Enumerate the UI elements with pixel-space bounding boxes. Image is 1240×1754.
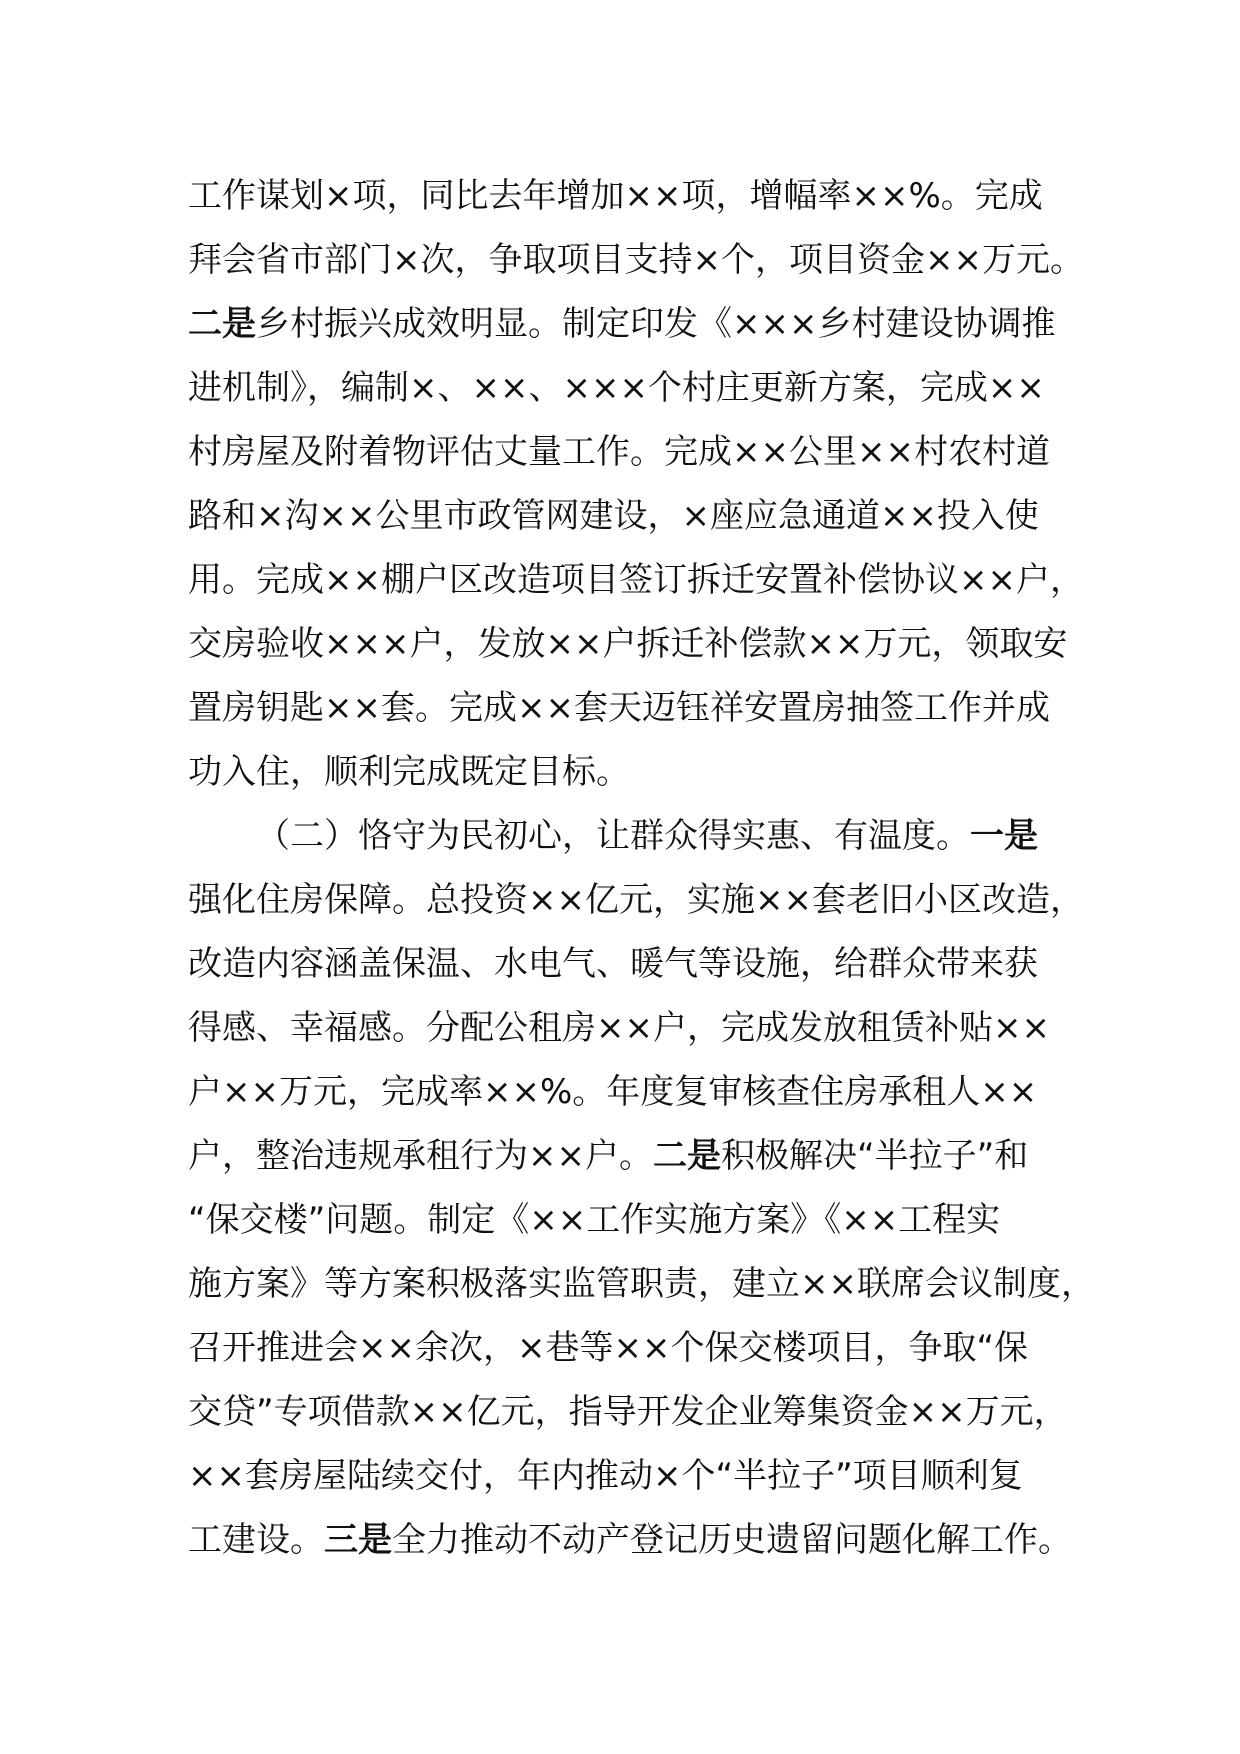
text-line — [188, 292, 1088, 356]
text-segment: 得感、幸福感。分配公租房××户，完成发放租赁补贴×× — [188, 1008, 1050, 1048]
text-segment: 户，整治违规承租行为××户。 — [188, 1136, 653, 1176]
text-line — [188, 740, 1088, 804]
text-segment: 全力推动不动产登记历史遗留问题化解工作。 — [392, 1520, 1072, 1560]
bold-lead-phrase: 二是 — [652, 1136, 721, 1176]
bold-lead-phrase: 二是 — [188, 304, 256, 344]
text-segment: 路和×沟××公里市政管网建设，×座应急通道××投入使 — [188, 496, 1039, 536]
text-line — [188, 1444, 1088, 1508]
text-line — [188, 804, 1088, 868]
text-segment: 交贷”专项借款××亿元，指导开发企业筹集资金××万元， — [188, 1392, 1068, 1432]
text-segment: 工作谋划×项，同比去年增加××项，增幅率××%。完成 — [188, 176, 1043, 216]
text-segment: 用。完成××棚户区改造项目签订拆迁安置补偿协议××户， — [188, 560, 1084, 600]
text-segment: 拜会省市部门×次，争取项目支持×个，项目资金××万元。 — [188, 240, 1084, 280]
text-line — [188, 932, 1088, 996]
text-segment: 强化住房保障。总投资××亿元，实施××套老旧小区改造， — [188, 880, 1084, 920]
text-segment: 户××万元，完成率××%。年度复审核查住房承租人×× — [188, 1072, 1038, 1112]
text-line — [188, 1508, 1088, 1572]
text-segment: 积极解决“半拉子”和 — [720, 1136, 1029, 1176]
text-line — [188, 1124, 1088, 1188]
bold-lead-phrase: 三是 — [324, 1520, 392, 1560]
text-line — [188, 548, 1088, 612]
text-segment: 乡村振兴成效明显。制定印发《×××乡村建设协调推 — [256, 304, 1056, 344]
text-segment: 施方案》等方案积极落实监管职责，建立××联席会议制度， — [188, 1264, 1095, 1304]
text-segment: 工建设。 — [188, 1520, 324, 1560]
text-segment: 交房验收×××户，发放××户拆迁补偿款××万元，领取安 — [188, 624, 1068, 664]
text-line — [188, 612, 1088, 676]
text-segment: 村房屋及附着物评估丈量工作。完成××公里××村农村道 — [188, 432, 1050, 472]
text-line — [188, 996, 1088, 1060]
text-segment: （二）恪守为民初心，让群众得实惠、有温度。 — [256, 816, 970, 856]
text-segment: 改造内容涵盖保温、水电气、暖气等设施，给群众带来获 — [188, 944, 1038, 984]
text-line — [188, 1060, 1088, 1124]
text-line — [188, 1252, 1095, 1316]
text-segment: 召开推进会××余次，×巷等××个保交楼项目，争取“保 — [188, 1328, 1029, 1368]
text-line — [188, 676, 1088, 740]
text-line — [188, 484, 1088, 548]
document-body — [188, 164, 1095, 1572]
text-line — [188, 228, 1088, 292]
text-segment: “保交楼”问题。制定《××工作实施方案》《××工程实 — [188, 1200, 1001, 1240]
text-line — [188, 420, 1088, 484]
text-line — [188, 1188, 1088, 1252]
text-line — [188, 1380, 1088, 1444]
text-segment: 进机制》，编制×、××、×××个村庄更新方案，完成×× — [188, 368, 1045, 408]
text-line — [188, 868, 1088, 932]
bold-lead-phrase: 一是 — [970, 816, 1038, 856]
text-segment: 功入住，顺利完成既定目标。 — [188, 752, 630, 792]
text-line — [188, 356, 1088, 420]
text-line — [188, 164, 1088, 228]
text-segment: ××套房屋陆续交付，年内推动×个“半拉子”项目顺利复 — [188, 1456, 1023, 1496]
text-segment: 置房钥匙××套。完成××套天迈钰祥安置房抽签工作并成 — [188, 688, 1050, 728]
text-line — [188, 1316, 1088, 1380]
